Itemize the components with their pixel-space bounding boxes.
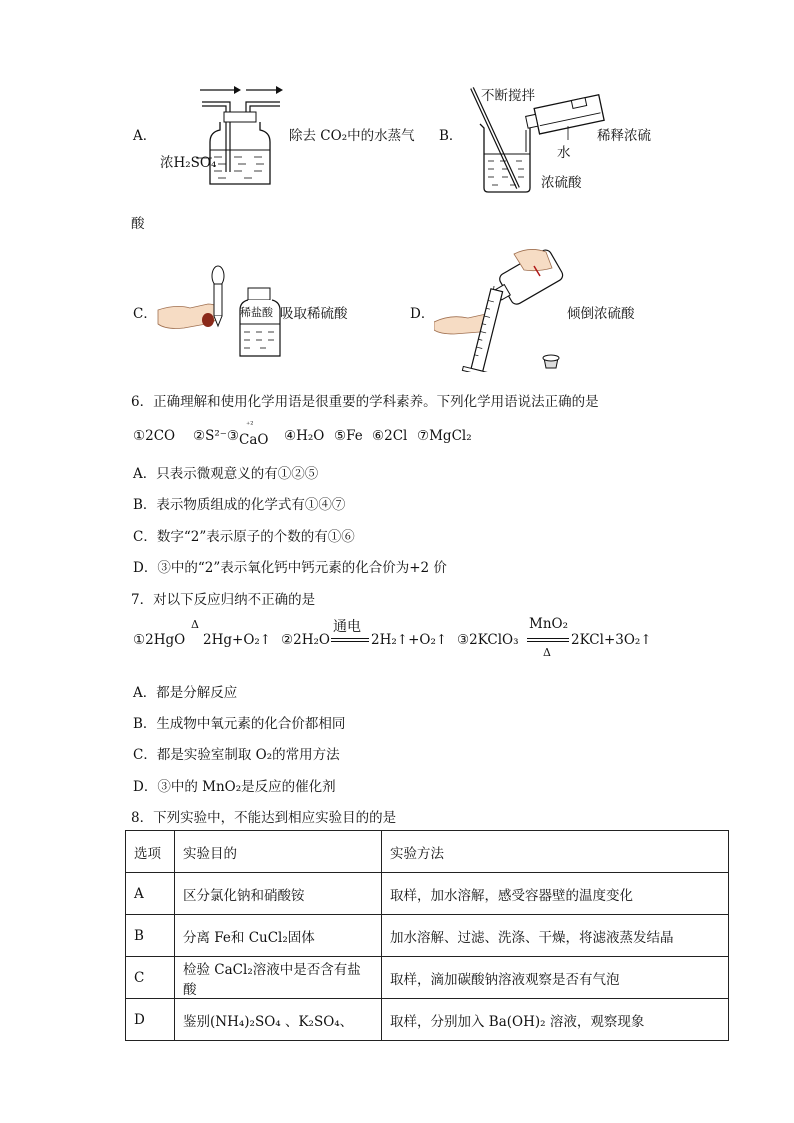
- q6-symbol-1: ①2CO: [133, 428, 176, 444]
- q6-option-a: A．只表示微观意义的有①②⑤: [133, 466, 319, 482]
- q5-b-water-label: 水: [557, 145, 571, 161]
- table-row: [126, 873, 729, 915]
- q8-stem: 8．下列实验中，不能达到相应实验目的的是: [131, 810, 397, 826]
- q5-a-reagent-label: 浓H₂SO₄: [160, 155, 217, 171]
- q7-option-a: A．都是分解反应: [133, 685, 238, 701]
- table-row: [126, 915, 729, 957]
- eq3-condition-bottom: Δ: [543, 646, 551, 659]
- row-purpose: 分离 Fe和 CuCl₂固体: [175, 915, 382, 957]
- eq3-reactant: ③2KClO₃: [457, 632, 519, 648]
- q6-symbol-4: ④H₂O: [284, 428, 325, 444]
- q5-b-caption: 稀释浓硫: [597, 128, 651, 144]
- gas-washing-bottle-figure: [196, 84, 286, 190]
- row-purpose: 区分氯化钠和硝酸铵: [175, 873, 382, 915]
- q5-c-letter: C．: [133, 306, 157, 322]
- row-method: 取样，分别加入 Ba(OH)₂ 溶液，观察现象: [382, 999, 729, 1041]
- row-method: 取样，加水溶解，感受容器壁的温度变化: [382, 873, 729, 915]
- q5-d-caption: 倾倒浓硫酸: [567, 306, 635, 322]
- eq1-condition: Δ: [191, 618, 199, 631]
- q5-b-stir-label: 不断搅拌: [481, 88, 535, 104]
- eq2-double-line: [331, 638, 369, 642]
- eq3-condition-top: MnO₂: [529, 616, 568, 632]
- row-option: D: [126, 999, 175, 1041]
- q6-symbol-6: ⑥2Cl: [372, 428, 408, 444]
- pouring-cylinder-figure: [434, 242, 574, 372]
- eq1-reactant: ①2HgO: [133, 632, 186, 648]
- q6-valence-mark: ⁺²: [246, 420, 254, 429]
- header-purpose: 实验目的: [175, 831, 382, 873]
- q8-table: [125, 830, 729, 1041]
- eq3-double-line: [527, 638, 569, 642]
- q6-option-d: D．③中的“2”表示氧化钙中钙元素的化合价为+2 价: [133, 560, 447, 576]
- row-option: C: [126, 957, 175, 999]
- q7-option-b: B．生成物中氧元素的化合价都相同: [133, 716, 346, 732]
- q6-stem: 6．正确理解和使用化学用语是很重要的学科素养。下列化学用语说法正确的是: [131, 394, 599, 410]
- row-option: B: [126, 915, 175, 957]
- q5-a-letter: A．: [133, 128, 157, 144]
- q5-b-acid-label: 浓硫酸: [541, 175, 582, 191]
- table-row: [126, 957, 729, 999]
- header-option: 选项: [126, 831, 175, 873]
- q5-b-caption-cont: 酸: [131, 216, 145, 232]
- q7-option-c: C．都是实验室制取 O₂的常用方法: [133, 747, 340, 763]
- q5-c-bottle-label: 稀盐酸: [240, 306, 273, 319]
- q5-a-caption: 除去 CO₂中的水蒸气: [289, 128, 415, 144]
- header-method: 实验方法: [382, 831, 729, 873]
- q7-stem: 7．对以下反应归纳不正确的是: [131, 592, 316, 608]
- row-method: 取样，滴加碳酸钠溶液观察是否有气泡: [382, 957, 729, 999]
- table-header-row: [126, 831, 729, 873]
- row-purpose: 检验 CaCl₂溶液中是否含有盐酸: [175, 957, 382, 999]
- q6-option-c: C．数字“2”表示原子的个数的有①⑥: [133, 529, 355, 545]
- table-row: [126, 999, 729, 1041]
- q6-symbol-5: ⑤Fe: [334, 428, 363, 444]
- row-purpose: 鉴别(NH₄)₂SO₄ 、K₂SO₄、: [175, 999, 382, 1041]
- eq2-condition: 通电: [333, 619, 361, 635]
- q7-option-d: D．③中的 MnO₂是反应的催化剂: [133, 779, 336, 795]
- q5-c-caption: 吸取稀硫酸: [280, 306, 348, 322]
- row-option: A: [126, 873, 175, 915]
- q5-b-letter: B．: [439, 128, 463, 144]
- eq1-products: 2Hg+O₂↑: [203, 632, 272, 648]
- q6-option-b: B．表示物质组成的化学式有①④⑦: [133, 497, 346, 513]
- eq2-reactant: ②2H₂O: [281, 632, 330, 648]
- q5-d-letter: D．: [410, 306, 435, 322]
- q6-symbol-3: CaO: [239, 432, 269, 448]
- eq3-products: 2KCl+3O₂↑: [571, 632, 652, 648]
- q6-symbol-7: ⑦MgCl₂: [417, 428, 472, 444]
- q7-equations: [133, 618, 673, 666]
- row-method: 加水溶解、过滤、洗涤、干燥，将滤液蒸发结晶: [382, 915, 729, 957]
- dilution-beaker-figure: [466, 84, 606, 196]
- eq2-products: 2H₂↑+O₂↑: [371, 632, 448, 648]
- q6-symbol-2: ②S²⁻③: [193, 428, 239, 444]
